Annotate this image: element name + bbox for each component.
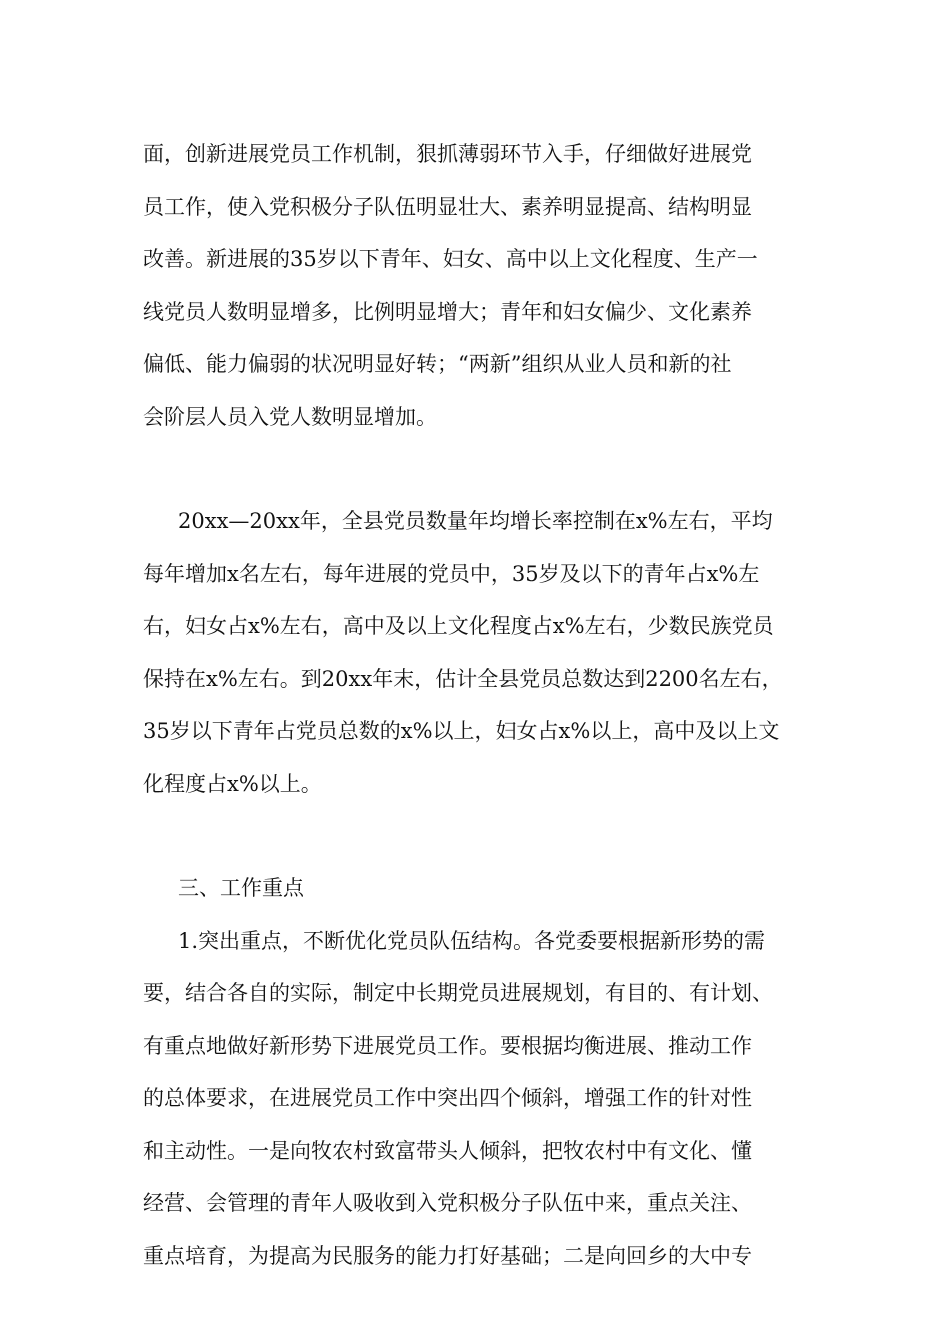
text-line: 1.突出重点，不断优化党员队伍结构。各党委要根据新形势的需 bbox=[178, 928, 766, 953]
text-line: 化程度占x%以上。 bbox=[143, 771, 322, 796]
text-line: 每年增加x名左右，每年进展的党员中，35岁及以下的青年占x%左 bbox=[143, 561, 760, 586]
text-line: 线党员人数明显增多，比例明显增大；青年和妇女偏少、文化素养 bbox=[143, 299, 752, 324]
text-line: 会阶层人员入党人数明显增加。 bbox=[143, 404, 437, 429]
text-line: 和主动性。一是向牧农村致富带头人倾斜，把牧农村中有文化、懂 bbox=[143, 1138, 752, 1163]
text-line: 有重点地做好新形势下进展党员工作。要根据均衡进展、推动工作 bbox=[143, 1033, 752, 1058]
paragraph-continued-goals bbox=[143, 128, 823, 443]
text-line: 的总体要求，在进展党员工作中突出四个倾斜，增强工作的针对性 bbox=[143, 1086, 752, 1110]
text-line: 面，创新进展党员工作机制，狠抓薄弱环节入手，仔细做好进展党 bbox=[143, 142, 752, 166]
text-line: 35岁以下青年占党员总数的x%以上，妇女占x%以上，高中及以上文 bbox=[143, 719, 780, 743]
text-line: 改善。新进展的35岁以下青年、妇女、高中以上文化程度、生产一 bbox=[143, 247, 758, 271]
text-line: 保持在x%左右。到20xx年末，估计全县党员总数达到2200名左右， bbox=[143, 666, 783, 691]
text-line: 员工作，使入党积极分子队伍明显壮大、素养明显提高、结构明显 bbox=[143, 194, 752, 219]
document-body bbox=[143, 128, 823, 1282]
text-line: 重点培育，为提高为民服务的能力打好基础；二是向回乡的大中专 bbox=[143, 1243, 752, 1268]
section-heading: 三、工作重点 bbox=[178, 876, 304, 900]
paragraph-key-work bbox=[143, 915, 823, 1283]
paragraph-targets bbox=[143, 495, 823, 810]
paragraph-spacer bbox=[143, 810, 823, 862]
text-line: 20xx—20xx年，全县党员数量年均增长率控制在x%左右，平均 bbox=[178, 509, 773, 533]
paragraph-spacer bbox=[143, 443, 823, 495]
text-line: 右，妇女占x%左右，高中及以上文化程度占x%左右，少数民族党员 bbox=[143, 614, 774, 638]
text-line: 偏低、能力偏弱的状况明显好转；“两新”组织从业人员和新的社 bbox=[143, 352, 732, 376]
text-line: 经营、会管理的青年人吸收到入党积极分子队伍中来，重点关注、 bbox=[143, 1191, 752, 1215]
text-line: 要，结合各自的实际，制定中长期党员进展规划，有目的、有计划、 bbox=[143, 981, 773, 1005]
